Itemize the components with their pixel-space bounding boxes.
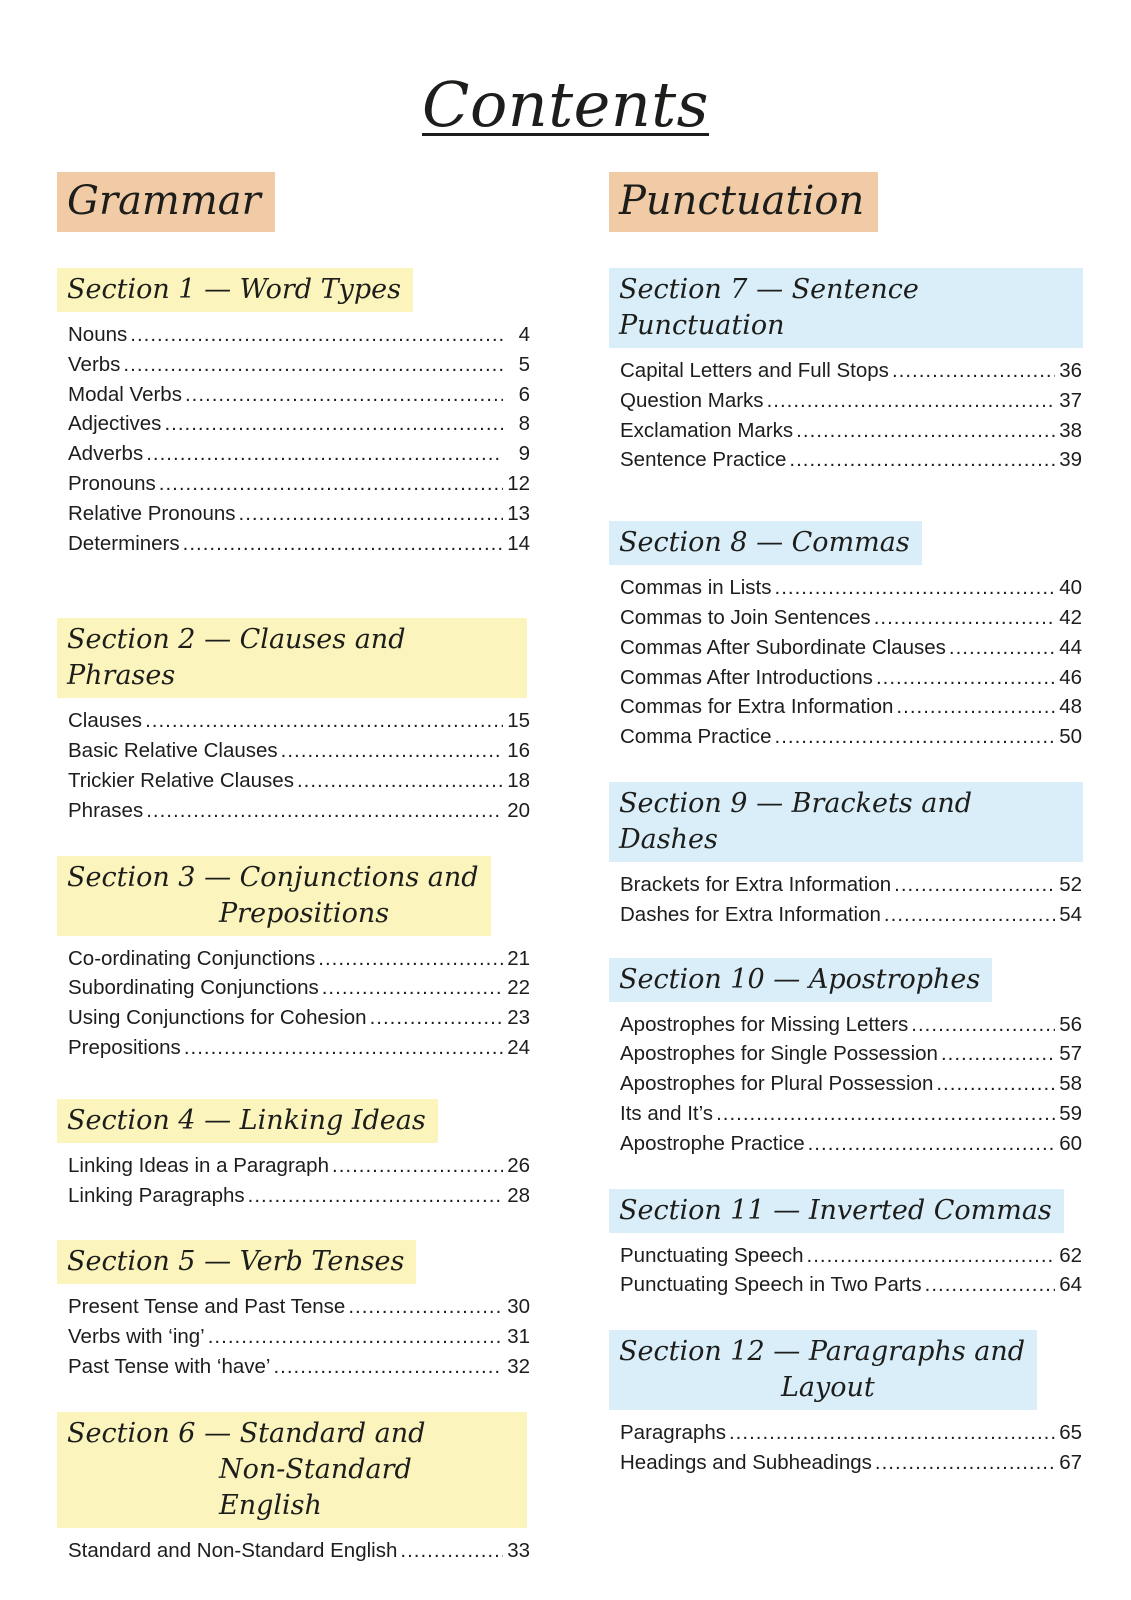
entry-title: Paragraphs [620, 1421, 726, 1445]
section-heading-line: Layout [781, 1372, 875, 1404]
page-number: 60 [1059, 1131, 1082, 1155]
page-number: 32 [507, 1354, 530, 1378]
page-number: 44 [1059, 635, 1082, 659]
entry-title: Clauses [68, 709, 143, 733]
toc-entry[interactable] [609, 1039, 1082, 1069]
entry-title: Sentence Practice [620, 448, 787, 472]
entry-title: Linking Paragraphs [68, 1183, 245, 1207]
page-number: 20 [507, 798, 530, 822]
toc-entry[interactable] [609, 900, 1082, 930]
toc-entry[interactable] [609, 1241, 1082, 1271]
page-number: 8 [518, 412, 530, 436]
toc-entry[interactable] [57, 1033, 530, 1063]
toc-entry[interactable] [609, 1010, 1082, 1040]
toc-section [609, 268, 1083, 475]
section-heading-line: Section 6 — Standard and [67, 1417, 426, 1449]
dot-leader [911, 1010, 1055, 1040]
page-number: 39 [1059, 448, 1082, 472]
part-heading-grammar: Grammar [57, 172, 275, 232]
entry-title: Commas to Join Sentences [620, 605, 871, 629]
page-number: 56 [1059, 1012, 1082, 1036]
page-number: 59 [1059, 1101, 1082, 1125]
dot-leader [130, 320, 503, 350]
page-number: 6 [518, 382, 530, 406]
page-title [0, 68, 1131, 141]
toc-section [57, 1240, 530, 1381]
entry-title: Headings and Subheadings [620, 1450, 872, 1474]
page-number: 54 [1059, 902, 1082, 926]
dot-leader [775, 573, 1055, 603]
section-heading-line: Section 4 — Linking Ideas [67, 1104, 426, 1136]
dot-leader [894, 870, 1055, 900]
entry-title: Trickier Relative Clauses [68, 768, 294, 792]
entry-title: Dashes for Extra Information [620, 902, 881, 926]
dot-leader [159, 469, 503, 499]
dot-leader [807, 1241, 1056, 1271]
toc-section [609, 1189, 1083, 1301]
dot-leader [767, 386, 1055, 416]
toc-entry[interactable] [609, 1099, 1082, 1129]
entry-title: Pronouns [68, 471, 156, 495]
entry-title: Commas After Introductions [620, 665, 873, 689]
page-number: 64 [1059, 1273, 1082, 1297]
toc-entry[interactable] [609, 663, 1082, 693]
dot-leader [318, 944, 503, 974]
entry-title: Brackets for Extra Information [620, 872, 892, 896]
dot-leader [875, 1448, 1055, 1478]
toc-entry[interactable] [57, 1352, 530, 1382]
entry-title: Linking Ideas in a Paragraph [68, 1153, 329, 1177]
entry-title: Subordinating Conjunctions [68, 976, 319, 1000]
section-heading [57, 618, 527, 698]
toc-entry[interactable] [609, 356, 1082, 386]
dot-leader [716, 1099, 1055, 1129]
entry-title: Punctuating Speech [620, 1243, 804, 1267]
entry-title: Apostrophes for Plural Possession [620, 1072, 934, 1096]
entry-title: Apostrophe Practice [620, 1131, 805, 1155]
toc-entry[interactable] [57, 320, 530, 350]
punctuation-column [609, 172, 1083, 1512]
entry-title: Verbs [68, 352, 121, 376]
dot-leader [185, 380, 503, 410]
page-number: 26 [507, 1153, 530, 1177]
entry-title: Commas After Subordinate Clauses [620, 635, 946, 659]
part-heading-punctuation: Punctuation [609, 172, 878, 232]
section-heading-line: Section 11 — Inverted Commas [619, 1194, 1052, 1226]
page-number: 14 [507, 531, 530, 555]
toc-entry[interactable] [57, 796, 530, 826]
section-heading [57, 856, 491, 936]
entry-title: Exclamation Marks [620, 418, 794, 442]
entry-title: Nouns [68, 323, 128, 346]
section-heading [609, 1189, 1064, 1233]
page-number: 21 [507, 946, 530, 970]
dot-leader [297, 766, 503, 796]
entry-title: Capital Letters and Full Stops [620, 359, 889, 382]
section-heading-line: Non-Standard English [219, 1453, 412, 1521]
page-number: 36 [1059, 359, 1082, 382]
dot-leader [281, 736, 503, 766]
grammar-column [57, 172, 530, 1598]
page-number: 50 [1059, 725, 1082, 749]
page-number: 42 [1059, 605, 1082, 629]
page-number: 22 [507, 976, 530, 1000]
dot-leader [145, 706, 503, 736]
section-heading-line: Section 1 — Word Types [67, 274, 401, 305]
entry-title: Apostrophes for Missing Letters [620, 1012, 909, 1036]
contents-heading: Contents [422, 68, 709, 141]
section-heading [57, 268, 413, 312]
dot-leader [729, 1418, 1055, 1448]
dot-leader [936, 1069, 1055, 1099]
dot-leader [876, 663, 1055, 693]
page-number: 28 [507, 1183, 530, 1207]
toc-entry[interactable] [57, 736, 530, 766]
toc-entry[interactable] [609, 633, 1082, 663]
toc-entry[interactable] [57, 529, 530, 559]
page-number: 5 [518, 352, 530, 376]
entry-title: Prepositions [68, 1035, 181, 1059]
section-heading-line: Section 3 — Conjunctions and [67, 861, 479, 893]
toc-entry[interactable] [609, 870, 1082, 900]
toc-section [609, 958, 1083, 1159]
section-heading-line: Section 2 — Clauses and Phrases [67, 624, 406, 692]
entry-title: Co-ordinating Conjunctions [68, 946, 316, 970]
dot-leader [146, 796, 503, 826]
entry-title: Modal Verbs [68, 382, 182, 406]
page-number: 46 [1059, 665, 1082, 689]
toc-entry[interactable] [609, 1270, 1082, 1300]
dot-leader [370, 1003, 503, 1033]
dot-leader [925, 1270, 1055, 1300]
section-heading [609, 521, 922, 565]
section-heading-line: Section 7 — Sentence Punctuation [619, 274, 919, 341]
page-number: 16 [507, 739, 530, 763]
entry-title: Past Tense with ‘have’ [68, 1354, 271, 1378]
dot-leader [789, 445, 1055, 475]
dot-leader [239, 499, 503, 529]
dot-leader [884, 900, 1055, 930]
section-heading-line: Section 5 — Verb Tenses [67, 1246, 405, 1278]
page-number: 15 [507, 709, 530, 733]
dot-leader [892, 356, 1055, 386]
section-heading [609, 782, 1083, 862]
toc-entry[interactable] [57, 1151, 530, 1181]
dot-leader [208, 1322, 503, 1352]
section-heading [57, 1099, 438, 1143]
toc-entry[interactable] [609, 1418, 1082, 1448]
entry-title: Commas in Lists [620, 576, 772, 600]
section-heading [57, 1240, 416, 1284]
toc-entry[interactable] [609, 722, 1082, 752]
toc-entry[interactable] [57, 409, 530, 439]
page-number: 62 [1059, 1243, 1082, 1267]
toc-entry[interactable] [57, 1536, 530, 1566]
toc-entry[interactable] [609, 386, 1082, 416]
toc-entry[interactable] [57, 499, 530, 529]
toc-entry[interactable] [609, 445, 1082, 475]
page-number: 57 [1059, 1042, 1082, 1066]
page-number: 24 [507, 1035, 530, 1059]
section-heading [609, 958, 992, 1002]
page-number: 12 [507, 471, 530, 495]
page-number: 37 [1059, 388, 1082, 412]
dot-leader [332, 1151, 503, 1181]
section-heading [609, 1330, 1037, 1410]
entry-title: Comma Practice [620, 725, 772, 749]
entry-title: Its and It’s [620, 1101, 714, 1125]
dot-leader [273, 1352, 503, 1382]
toc-entry[interactable] [609, 692, 1082, 722]
entry-title: Adverbs [68, 442, 144, 466]
toc-entry[interactable] [57, 944, 530, 974]
toc-entry[interactable] [57, 469, 530, 499]
section-heading [609, 268, 1083, 348]
toc-section [609, 1330, 1083, 1478]
dot-leader [183, 529, 503, 559]
page-number: 9 [518, 442, 530, 466]
dot-leader [775, 722, 1055, 752]
entry-title: Standard and Non-Standard English [68, 1538, 398, 1562]
section-heading-line: Prepositions [219, 897, 390, 929]
dot-leader [896, 692, 1055, 722]
page-number: 23 [507, 1006, 530, 1030]
toc-entry[interactable] [609, 603, 1082, 633]
dot-leader [146, 439, 503, 469]
dot-leader [808, 1129, 1055, 1159]
toc-entry[interactable] [57, 439, 530, 469]
toc-entry[interactable] [57, 973, 530, 1003]
toc-entry[interactable] [57, 380, 530, 410]
dot-leader [123, 350, 503, 380]
toc-section [57, 268, 530, 558]
entry-title: Apostrophes for Single Possession [620, 1042, 938, 1066]
dot-leader [164, 409, 503, 439]
toc-entry[interactable] [57, 1003, 530, 1033]
toc-entry[interactable] [57, 706, 530, 736]
entry-title: Basic Relative Clauses [68, 739, 278, 763]
dot-leader [874, 603, 1055, 633]
toc-section [57, 856, 530, 1063]
toc-entry[interactable] [609, 416, 1082, 446]
section-heading-line: Section 8 — Commas [619, 527, 910, 559]
page-number: 4 [518, 323, 530, 346]
section-heading-line: Section 9 — Brackets and Dashes [619, 787, 973, 855]
page-number: 13 [507, 501, 530, 525]
toc-entry[interactable] [609, 1069, 1082, 1099]
toc-entry[interactable] [609, 1448, 1082, 1478]
dot-leader [184, 1033, 503, 1063]
toc-section [57, 1412, 530, 1566]
page-number: 65 [1059, 1421, 1082, 1445]
toc-entry[interactable] [57, 766, 530, 796]
page-number: 58 [1059, 1072, 1082, 1096]
dot-leader [949, 633, 1055, 663]
section-heading-line: Section 12 — Paragraphs and [619, 1336, 1026, 1368]
entry-title: Commas for Extra Information [620, 695, 894, 719]
toc-entry[interactable] [57, 1181, 530, 1211]
page-number: 40 [1059, 576, 1082, 600]
toc-entry[interactable] [57, 1322, 530, 1352]
page-number: 18 [507, 768, 530, 792]
dot-leader [400, 1536, 503, 1566]
entry-title: Adjectives [68, 412, 162, 436]
entry-title: Punctuating Speech in Two Parts [620, 1273, 922, 1297]
entry-title: Using Conjunctions for Cohesion [68, 1006, 367, 1030]
toc-entry[interactable] [609, 1129, 1082, 1159]
dot-leader [248, 1181, 503, 1211]
entry-title: Verbs with ‘ing’ [68, 1325, 205, 1349]
toc-section [609, 521, 1083, 752]
dot-leader [941, 1039, 1055, 1069]
dot-leader [322, 973, 503, 1003]
page-number: 48 [1059, 695, 1082, 719]
page-number: 67 [1059, 1450, 1082, 1474]
entry-title: Determiners [68, 531, 180, 555]
page-number: 31 [507, 1325, 530, 1349]
entry-title: Phrases [68, 798, 144, 822]
toc-section [609, 782, 1083, 930]
toc-entry[interactable] [609, 573, 1082, 603]
entry-title: Present Tense and Past Tense [68, 1295, 346, 1319]
dot-leader [348, 1292, 503, 1322]
toc-section [57, 618, 530, 825]
toc-entry[interactable] [57, 1292, 530, 1322]
section-heading-line: Section 10 — Apostrophes [619, 963, 981, 995]
page-number: 38 [1059, 418, 1082, 442]
page-number: 33 [507, 1538, 530, 1562]
page-number: 30 [507, 1295, 530, 1319]
toc-entry[interactable] [57, 350, 530, 380]
toc-section [57, 1099, 530, 1211]
entry-title: Relative Pronouns [68, 501, 236, 525]
page-number: 52 [1059, 872, 1082, 896]
entry-title: Question Marks [620, 388, 764, 412]
section-heading [57, 1412, 527, 1528]
dot-leader [796, 416, 1055, 446]
